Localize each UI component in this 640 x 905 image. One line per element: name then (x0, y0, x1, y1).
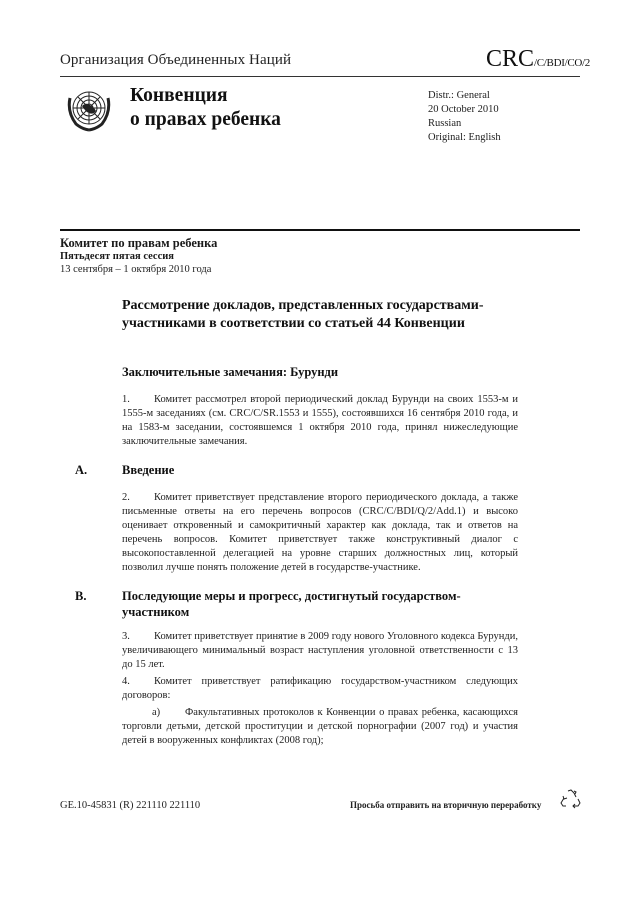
distribution-block (428, 89, 501, 145)
job-number: GE.10-45831 (R) 221110 221110 (60, 800, 201, 811)
paragraph-text: Комитет приветствует принятие в 2009 году нового Уголовного кодекса Бурунди, увеличивающего минимальный возраст наступления уголовной ответственности с 13 до 15 лет. (122, 631, 518, 670)
section-title: Последующие меры и прогресс, достигнутый государством-участником (122, 589, 461, 619)
section-b-heading (75, 588, 512, 620)
committee-session: Пятьдесят пятая сессия (60, 251, 174, 262)
recycle-icon (560, 788, 582, 810)
section-rule (60, 229, 580, 231)
convention-title (130, 84, 281, 132)
un-emblem-icon (64, 84, 114, 134)
paragraph-2 (122, 491, 518, 575)
distr-type: Distr.: General (428, 90, 490, 101)
sub-title: Заключительные замечания: Бурунди (122, 365, 339, 379)
paragraph-number: 4. (122, 676, 130, 687)
paragraph-number: 3. (122, 631, 130, 642)
paragraph-text: Комитет приветствует представление второго периодического доклада, а также письменные ответы на его перечень вопросов (CRC/C/BDI/Q/2/Add.1) и высоко оценивает откровенный и самокритичный характер как доклада, так и ответов на перечень вопросов. Комитет приветствует также конструктивный диалог с высокопоставленной делегацией на уровне старших должностных лиц, который позволил лучше понять положение детей в государстве-участнике. (122, 492, 518, 573)
paragraph-3 (122, 630, 518, 672)
distr-original: Original: English (428, 132, 501, 143)
section-title: Введение (122, 463, 175, 477)
section-letter: B. (75, 589, 87, 603)
document-symbol (486, 46, 590, 73)
header-rule (60, 76, 580, 77)
paragraph-number: 1. (122, 394, 130, 405)
paragraph-text: Комитет приветствует ратификацию государством-участником следующих договоров: (122, 676, 518, 701)
committee-block (60, 237, 217, 276)
section-letter: A. (75, 463, 88, 477)
committee-name: Комитет по правам ребенка (60, 236, 218, 250)
symbol-main: CRC (485, 46, 534, 72)
symbol-sub: /C/BDI/CO/2 (534, 57, 590, 69)
committee-dates: 13 сентября – 1 октября 2010 года (60, 264, 212, 275)
convention-title-line2: о правах ребенка (130, 109, 281, 130)
distr-date: 20 October 2010 (428, 104, 499, 115)
main-title: Рассмотрение докладов, представленных государствами-участниками в соответствии со статьей 44 Конвенции (122, 298, 484, 331)
distr-language: Russian (428, 118, 462, 129)
sub-item-a (122, 706, 518, 748)
paragraph-1 (122, 393, 518, 449)
paragraph-number: 2. (122, 492, 130, 503)
paragraph-4 (122, 675, 518, 703)
recycle-text: Просьба отправить на вторичную переработку (350, 800, 542, 810)
section-a-heading (75, 462, 512, 478)
organization-name: Организация Объединенных Наций (60, 52, 292, 68)
sub-item-text: Факультативных протоколов к Конвенции о правах ребенка, касающихся торговли детьми, детской проституции и детской порнографии (2007 год) и участия детей в вооруженных конфликтах (2008 год); (122, 707, 518, 746)
convention-title-line1: Конвенция (130, 85, 228, 106)
paragraph-text: Комитет рассмотрел второй периодический доклад Бурунди на своих 1553-м и 1555-м заседаниях (см. CRC/C/SR.1553 и 1555), состоявшихся 16 сентября 2010 года, и на 1583-м заседании, состоявшемся 1 октября 2010 года, принял нижеследующие заключительные замечания. (122, 394, 518, 447)
sub-item-label: a) (152, 707, 161, 718)
